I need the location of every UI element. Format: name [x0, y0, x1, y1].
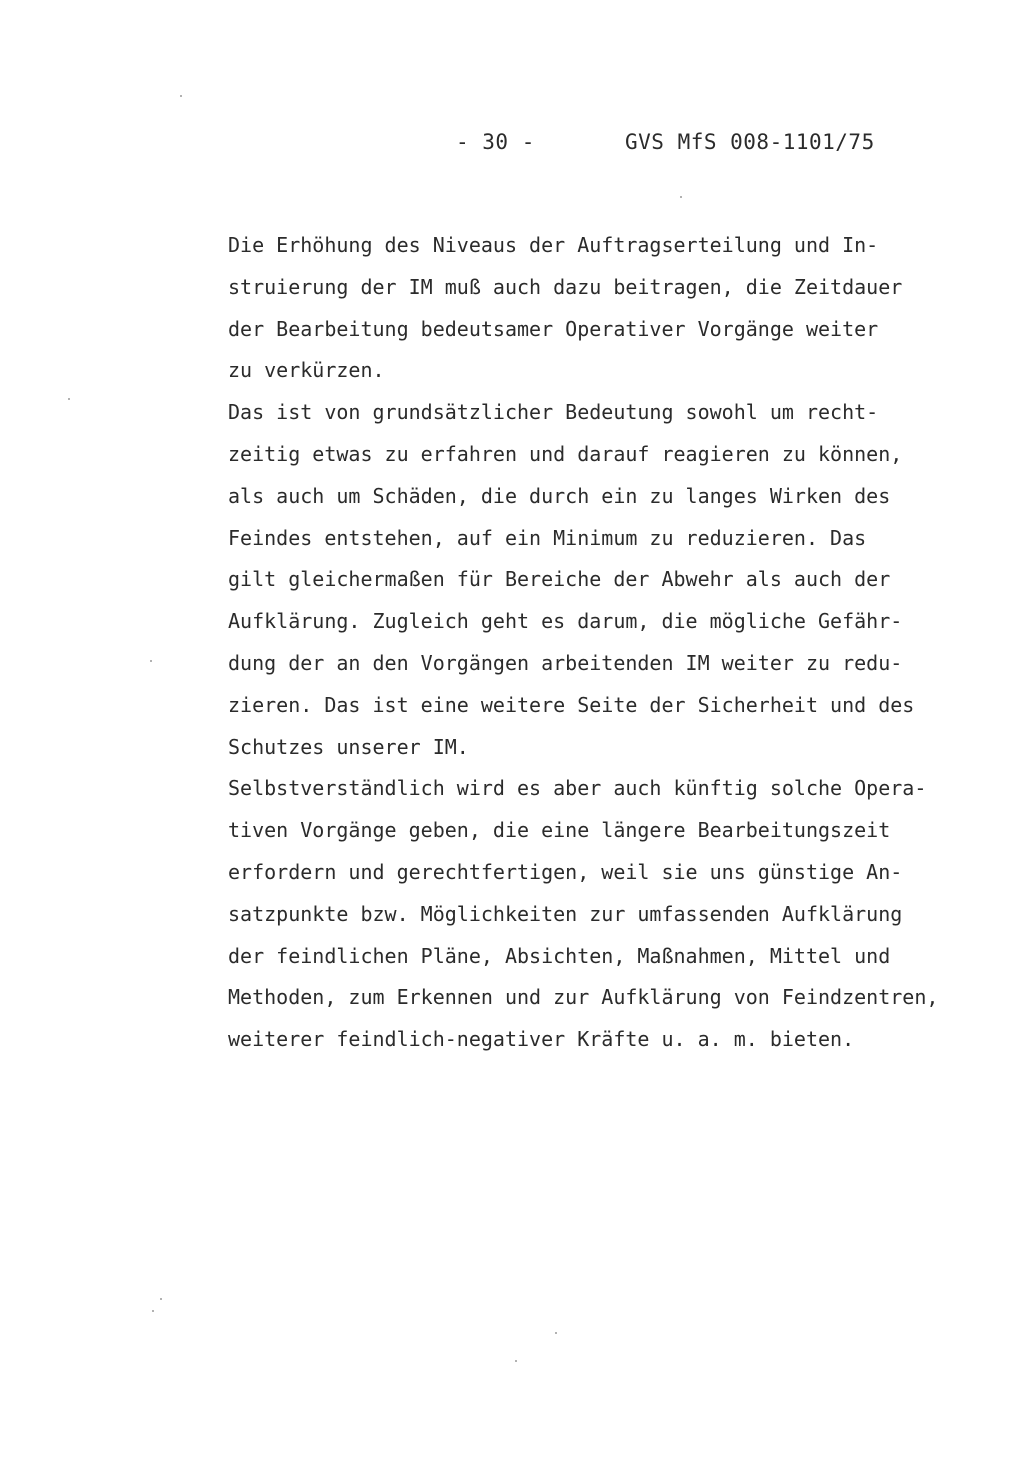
text-line: Methoden, zum Erkennen und zur Aufklärung von Feindzentren, — [228, 985, 939, 1010]
text-line: gilt gleichermaßen für Bereiche der Abwehr als auch der — [228, 567, 891, 592]
text-line: tiven Vorgänge geben, die eine längere Bearbeitungszeit — [228, 818, 891, 843]
body-text — [228, 230, 1008, 1066]
scan-speck — [68, 398, 70, 400]
text-line: Selbstverständlich wird es aber auch künftig solche Opera- — [228, 776, 927, 801]
text-line: Feindes entstehen, auf ein Minimum zu reduzieren. Das — [228, 525, 867, 550]
text-line: zieren. Das ist eine weitere Seite der Sicherheit und des — [228, 692, 915, 717]
text-line: der Bearbeitung bedeutsamer Operativer Vorgänge weiter — [228, 316, 879, 341]
text-line: weiterer feindlich-negativer Kräfte u. a. m. bieten. — [228, 1027, 855, 1052]
text-line: Die Erhöhung des Niveaus der Auftragserteilung und In- — [228, 233, 879, 257]
page-number: - 30 - — [456, 130, 535, 154]
text-line: Aufklärung. Zugleich geht es darum, die mögliche Gefähr- — [228, 609, 903, 634]
page-header — [0, 130, 1024, 160]
scan-speck — [680, 196, 682, 198]
scan-speck — [160, 1298, 162, 1300]
text-line: Schutzes unserer IM. — [228, 734, 469, 759]
document-reference: GVS MfS 008-1101/75 — [625, 130, 875, 154]
text-line: Das ist von grundsätzlicher Bedeutung sowohl um recht- — [228, 400, 879, 425]
text-line: erfordern und gerechtfertigen, weil sie uns günstige An- — [228, 859, 903, 884]
scan-speck — [150, 660, 152, 662]
text-line: zeitig etwas zu erfahren und darauf reagieren zu können, — [228, 441, 903, 466]
text-line: als auch um Schäden, die durch ein zu langes Wirken des — [228, 483, 891, 508]
scan-speck — [515, 1360, 517, 1362]
scan-speck — [180, 95, 182, 97]
scan-speck — [152, 1310, 154, 1312]
text-line: struierung der IM muß auch dazu beitragen, die Zeitdauer — [228, 274, 903, 299]
scan-speck — [555, 1332, 557, 1334]
text-line: satzpunkte bzw. Möglichkeiten zur umfassenden Aufklärung — [228, 901, 903, 926]
text-line: der feindlichen Pläne, Absichten, Maßnahmen, Mittel und — [228, 943, 891, 968]
text-line: dung der an den Vorgängen arbeitenden IM weiter zu redu- — [228, 650, 903, 675]
text-line: zu verkürzen. — [228, 358, 385, 383]
